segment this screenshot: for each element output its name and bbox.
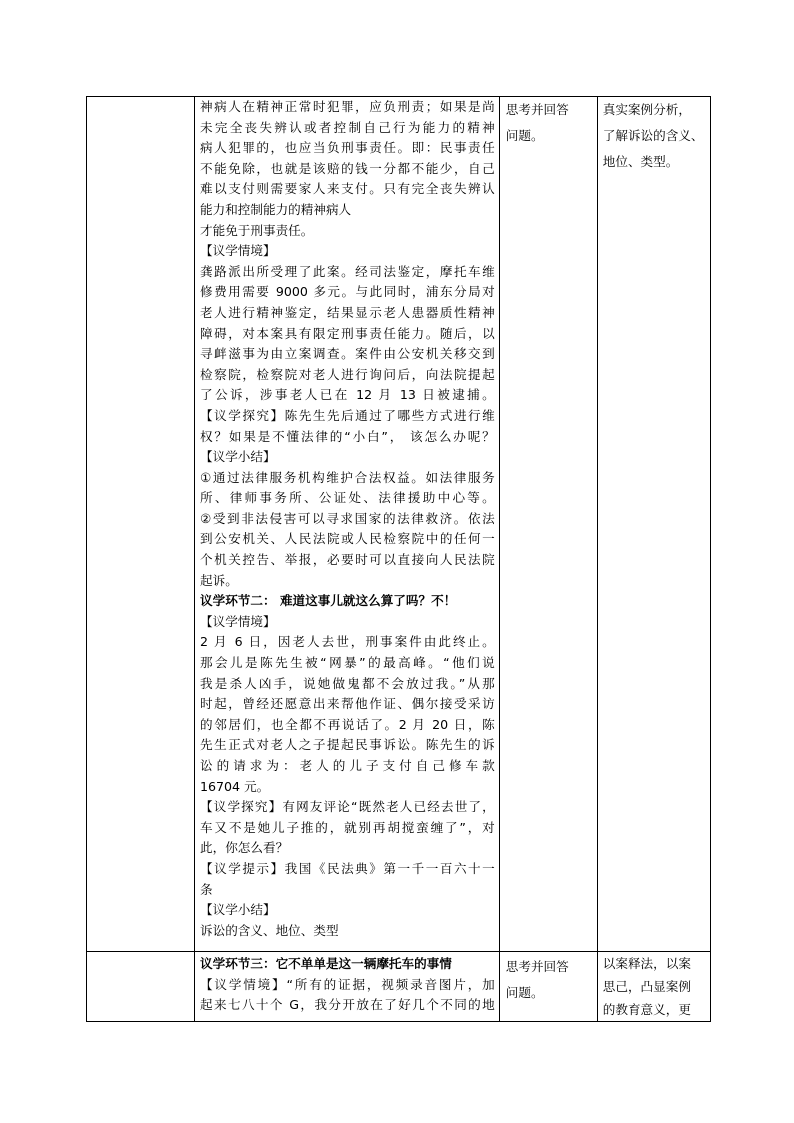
- text-line: 才能免于刑事责任。: [200, 222, 314, 238]
- text-line: 未完全丧失辨认或者控制自己行为能力的精神: [200, 119, 495, 135]
- text-line: 神病人在精神正常时犯罪，应负刑责；如果是尚: [200, 99, 495, 114]
- text-line: 了公诉，涉事老人已在 12 月 13 日被逮捕。: [200, 387, 495, 403]
- text-line: 议学环节二： 难道这事儿就这么算了吗？不！: [200, 593, 457, 609]
- table-row: [87, 952, 711, 1022]
- text-line: 龚路派出所受理了此案。经司法鉴定，摩托车维: [200, 263, 495, 279]
- content-cell: [195, 952, 500, 1022]
- student-activity-text: [500, 97, 597, 149]
- text-line: 2 月 6 日，因老人去世，刑事案件由此终止。: [200, 634, 495, 650]
- text-line: 【议学探究】有网友评论“既然老人已经去世了，: [200, 799, 495, 815]
- text-line: 能力和控制能力的精神病人: [200, 201, 352, 217]
- text-line: 诉讼的含义、地位、类型: [200, 922, 339, 938]
- text-line: 思考并回答: [505, 102, 569, 117]
- design-intent-cell: [597, 97, 710, 952]
- text-line: 问题。: [505, 128, 544, 143]
- text-line: 思己，凸显案例: [602, 979, 691, 994]
- text-line: 寻衅滋事为由立案调查。案件由公安机关移交到: [200, 346, 495, 362]
- design-intent-text: [598, 952, 710, 1021]
- text-line: 障碍，对本案具有限定刑事责任能力。随后，以: [200, 325, 495, 341]
- student-activity-cell: [499, 97, 597, 952]
- design-intent-cell: [597, 952, 710, 1022]
- text-line: 【议学情境】“所有的证据，视频录音图片，加: [200, 976, 495, 992]
- table-row: [87, 97, 711, 952]
- text-line: 修费用需要 9000 多元。与此同时，浦东分局对: [200, 284, 495, 300]
- text-line: 难以支付则需要家人来支付。只有完全丧失辨认: [200, 181, 495, 197]
- design-intent-text: [598, 97, 710, 175]
- text-line: 了解诉讼的含义、: [602, 128, 704, 143]
- text-line: 所、律师事务所、公证处、法律援助中心等。: [200, 490, 495, 506]
- text-line: 车又不是她儿子推的，就别再胡搅蛮缠了”，对: [200, 819, 495, 835]
- text-line: 地位、类型。: [602, 154, 679, 169]
- text-line: 我是杀人凶手，说她做鬼都不会放过我。”从那: [200, 675, 495, 691]
- text-line: 那会儿是陈先生被“网暴”的最高峰。“他们说: [200, 655, 495, 671]
- text-line: 【议学探究】陈先生先后通过了哪些方式进行维: [200, 407, 495, 423]
- content-cell: [195, 97, 500, 952]
- text-line: 的教育意义，更: [602, 1002, 691, 1017]
- text-line: 检察院，检察院对老人进行询问后，向法院提起: [200, 366, 495, 382]
- text-line: ①通过法律服务机构维护合法权益。如法律服务: [200, 469, 495, 485]
- text-line: 此，你怎么看？: [200, 840, 289, 856]
- text-line: 到公安机关、人民法院或人民检察院中的任何一: [200, 531, 495, 547]
- text-line: 病人犯罪的，也应当负刑事责任。即：民事责任: [200, 140, 495, 156]
- text-line: 权？如果是不懂法律的“小白”， 该怎么办呢？: [200, 428, 495, 444]
- text-line: 讼 的 请 求 为 ： 老 人 的 儿 子 支 付 自 己 修 车 款: [200, 758, 495, 773]
- text-line: 时起，曾经还愿意出来帮他作证、偶尔接受采访: [200, 696, 495, 712]
- lesson-plan-table: [86, 96, 711, 1022]
- text-line: 【议学情境】: [200, 243, 276, 259]
- text-line: 【议学小结】: [200, 449, 276, 465]
- text-line: 16704 元。: [200, 778, 270, 794]
- student-activity-cell: [499, 952, 597, 1022]
- text-line: 条: [200, 881, 213, 897]
- text-line: 个机关控告、举报，必要时可以直接向人民法院: [200, 552, 495, 568]
- text-line: 先生正式对老人之子提起民事诉讼。陈先生的诉: [200, 737, 495, 753]
- text-line: 议学环节三：它不单单是这一辆摩托车的事情: [200, 956, 452, 971]
- text-line: 起来七八十个 G，我分开放在了好几个不同的地: [200, 997, 495, 1013]
- text-line: 以案释法，以案: [602, 956, 691, 971]
- stage-cell: [87, 97, 195, 952]
- content-text: [195, 97, 499, 941]
- text-line: 【议学小结】: [200, 902, 276, 918]
- text-line: 起诉。: [200, 572, 238, 588]
- text-line: ②受到非法侵害可以寻求国家的法律救济。依法: [200, 510, 495, 526]
- text-line: 老人进行精神鉴定，结果显示老人患器质性精神: [200, 304, 495, 320]
- student-activity-text: [500, 952, 597, 1006]
- text-line: 思考并回答: [505, 959, 569, 974]
- content-text: [195, 952, 499, 1016]
- text-line: 真实案例分析，: [602, 102, 691, 117]
- text-line: 【议学提示】我国《民法典》第一千一百六十一: [200, 860, 495, 876]
- stage-cell: [87, 952, 195, 1022]
- text-line: 的邻居们，也全都不再说话了。2 月 20 日，陈: [200, 716, 495, 732]
- text-line: 不能免除，也就是该赔的钱一分都不能少，自己: [200, 160, 495, 176]
- text-line: 问题。: [505, 985, 544, 1000]
- text-line: 【议学情境】: [200, 613, 276, 629]
